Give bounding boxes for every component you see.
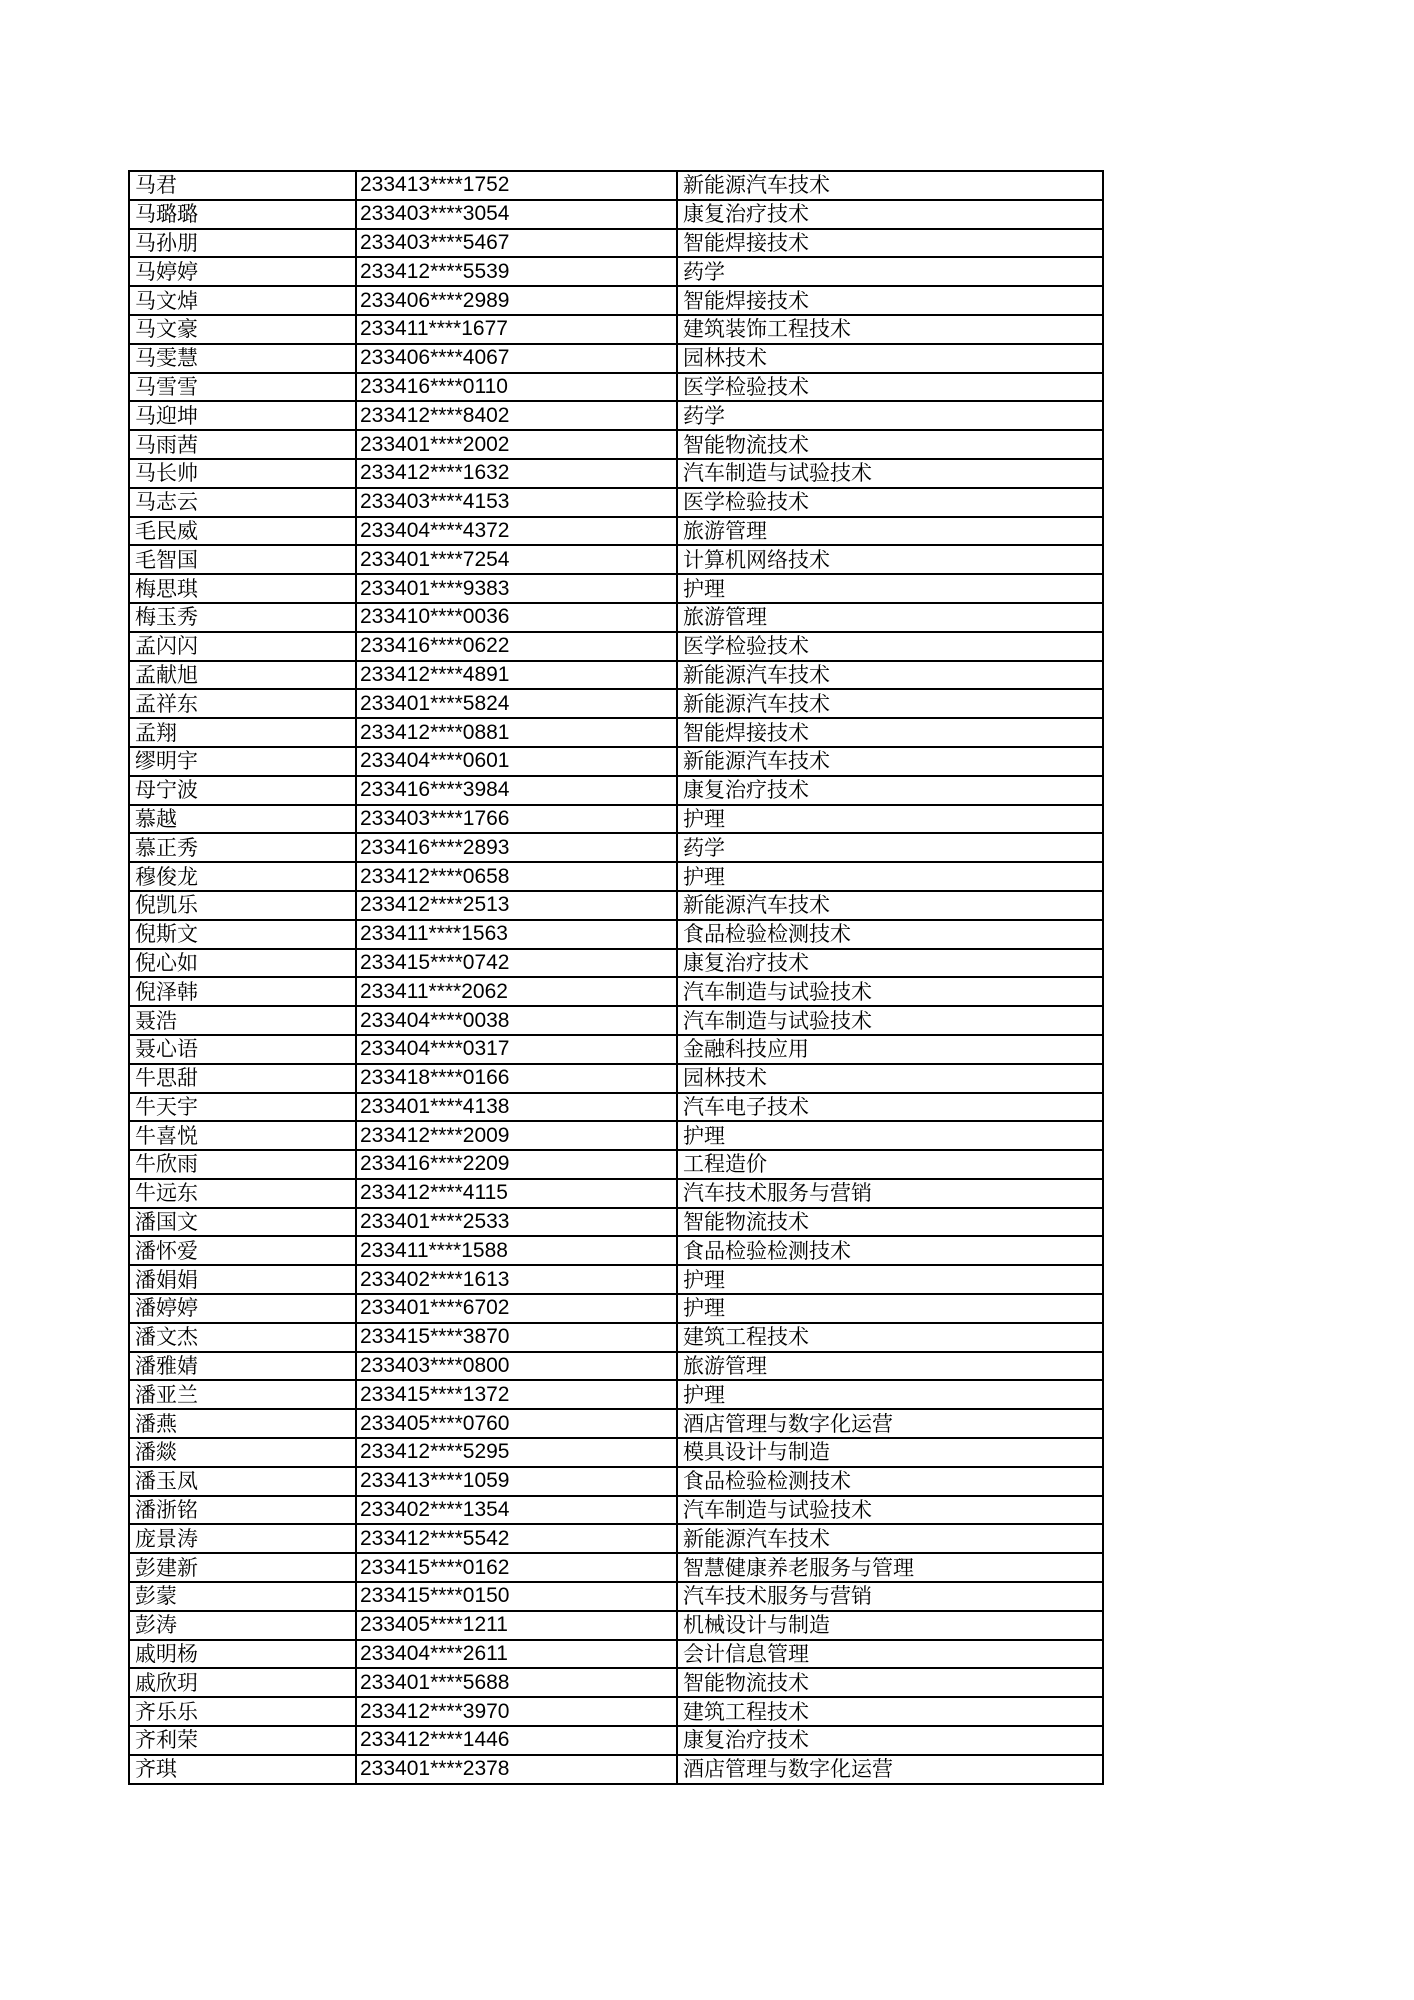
table-row <box>129 1409 1103 1438</box>
student-name-cell: 梅玉秀 <box>129 603 356 632</box>
major-cell: 智能物流技术 <box>677 1668 1103 1697</box>
major-cell: 护理 <box>677 862 1103 891</box>
major-cell: 新能源汽车技术 <box>677 661 1103 690</box>
student-name-cell: 倪凯乐 <box>129 891 356 920</box>
student-id-cell: 233401****9383 <box>356 574 677 603</box>
major-cell: 智能焊接技术 <box>677 718 1103 747</box>
major-cell: 新能源汽车技术 <box>677 891 1103 920</box>
table-row <box>129 1640 1103 1669</box>
student-id-cell: 233404****4372 <box>356 517 677 546</box>
student-id-cell: 233401****5688 <box>356 1668 677 1697</box>
major-cell: 工程造价 <box>677 1150 1103 1179</box>
table-row <box>129 373 1103 402</box>
student-id-cell: 233413****1752 <box>356 171 677 200</box>
major-cell: 护理 <box>677 1380 1103 1409</box>
student-name-cell: 潘婷婷 <box>129 1294 356 1323</box>
student-name-cell: 潘玉凤 <box>129 1467 356 1496</box>
student-name-cell: 孟闪闪 <box>129 632 356 661</box>
table-row <box>129 1121 1103 1150</box>
table-row <box>129 1352 1103 1381</box>
student-name-cell: 牛远东 <box>129 1179 356 1208</box>
table-row <box>129 315 1103 344</box>
major-cell: 医学检验技术 <box>677 373 1103 402</box>
major-cell: 建筑工程技术 <box>677 1323 1103 1352</box>
student-name-cell: 马长帅 <box>129 459 356 488</box>
table-row <box>129 286 1103 315</box>
major-cell: 护理 <box>677 574 1103 603</box>
table-row <box>129 488 1103 517</box>
student-name-cell: 潘雅婧 <box>129 1352 356 1381</box>
student-name-cell: 潘文杰 <box>129 1323 356 1352</box>
table-row <box>129 257 1103 286</box>
major-cell: 模具设计与制造 <box>677 1438 1103 1467</box>
major-cell: 旅游管理 <box>677 517 1103 546</box>
student-name-cell: 马雪雪 <box>129 373 356 402</box>
major-cell: 汽车制造与试验技术 <box>677 1496 1103 1525</box>
student-id-cell: 233413****1059 <box>356 1467 677 1496</box>
student-id-cell: 233401****2378 <box>356 1755 677 1784</box>
major-cell: 药学 <box>677 401 1103 430</box>
table-row <box>129 1496 1103 1525</box>
major-cell: 新能源汽车技术 <box>677 747 1103 776</box>
student-id-cell: 233406****4067 <box>356 344 677 373</box>
major-cell: 护理 <box>677 1294 1103 1323</box>
table-row <box>129 1294 1103 1323</box>
table-row <box>129 949 1103 978</box>
student-id-cell: 233402****1354 <box>356 1496 677 1525</box>
major-cell: 汽车制造与试验技术 <box>677 977 1103 1006</box>
table-row <box>129 603 1103 632</box>
table-row <box>129 1265 1103 1294</box>
student-id-cell: 233412****5542 <box>356 1524 677 1553</box>
student-id-cell: 233404****2611 <box>356 1640 677 1669</box>
student-list-table <box>128 170 1104 1785</box>
student-id-cell: 233405****0760 <box>356 1409 677 1438</box>
table-row <box>129 833 1103 862</box>
student-name-cell: 马婷婷 <box>129 257 356 286</box>
student-name-cell: 聂心语 <box>129 1035 356 1064</box>
student-name-cell: 牛天宇 <box>129 1093 356 1122</box>
student-id-cell: 233415****3870 <box>356 1323 677 1352</box>
major-cell: 药学 <box>677 833 1103 862</box>
major-cell: 汽车技术服务与营销 <box>677 1582 1103 1611</box>
major-cell: 汽车电子技术 <box>677 1093 1103 1122</box>
table-row <box>129 1524 1103 1553</box>
table-row <box>129 977 1103 1006</box>
student-name-cell: 梅思琪 <box>129 574 356 603</box>
table-row <box>129 805 1103 834</box>
table-row <box>129 430 1103 459</box>
student-id-cell: 233412****1446 <box>356 1726 677 1755</box>
table-row <box>129 1755 1103 1784</box>
student-name-cell: 潘燚 <box>129 1438 356 1467</box>
student-name-cell: 潘燕 <box>129 1409 356 1438</box>
student-id-cell: 233412****3970 <box>356 1697 677 1726</box>
student-name-cell: 戚明杨 <box>129 1640 356 1669</box>
major-cell: 建筑工程技术 <box>677 1697 1103 1726</box>
major-cell: 食品检验检测技术 <box>677 1236 1103 1265</box>
major-cell: 康复治疗技术 <box>677 1726 1103 1755</box>
table-row <box>129 517 1103 546</box>
major-cell: 汽车制造与试验技术 <box>677 459 1103 488</box>
student-name-cell: 母宁波 <box>129 776 356 805</box>
table-row <box>129 1006 1103 1035</box>
student-id-cell: 233412****2009 <box>356 1121 677 1150</box>
student-id-cell: 233404****0317 <box>356 1035 677 1064</box>
table-row <box>129 1438 1103 1467</box>
student-id-cell: 233415****0162 <box>356 1553 677 1582</box>
table-row <box>129 1467 1103 1496</box>
table-row <box>129 776 1103 805</box>
student-id-cell: 233412****5295 <box>356 1438 677 1467</box>
student-name-cell: 齐利荣 <box>129 1726 356 1755</box>
student-name-cell: 马璐璐 <box>129 200 356 229</box>
student-id-cell: 233411****1677 <box>356 315 677 344</box>
student-id-cell: 233415****1372 <box>356 1380 677 1409</box>
table-row <box>129 344 1103 373</box>
table-row <box>129 1093 1103 1122</box>
table-row <box>129 1323 1103 1352</box>
student-id-cell: 233416****0622 <box>356 632 677 661</box>
student-id-cell: 233401****2002 <box>356 430 677 459</box>
student-name-cell: 慕正秀 <box>129 833 356 862</box>
table-row <box>129 574 1103 603</box>
student-name-cell: 戚欣玥 <box>129 1668 356 1697</box>
student-name-cell: 彭涛 <box>129 1611 356 1640</box>
student-id-cell: 233401****5824 <box>356 689 677 718</box>
major-cell: 医学检验技术 <box>677 488 1103 517</box>
major-cell: 康复治疗技术 <box>677 949 1103 978</box>
table-row <box>129 1611 1103 1640</box>
student-name-cell: 潘浙铭 <box>129 1496 356 1525</box>
student-name-cell: 齐琪 <box>129 1755 356 1784</box>
student-name-cell: 倪心如 <box>129 949 356 978</box>
student-id-cell: 233416****3984 <box>356 776 677 805</box>
student-name-cell: 齐乐乐 <box>129 1697 356 1726</box>
student-name-cell: 庞景涛 <box>129 1524 356 1553</box>
major-cell: 新能源汽车技术 <box>677 171 1103 200</box>
student-id-cell: 233412****2513 <box>356 891 677 920</box>
student-id-cell: 233410****0036 <box>356 603 677 632</box>
major-cell: 旅游管理 <box>677 603 1103 632</box>
major-cell: 护理 <box>677 805 1103 834</box>
student-name-cell: 马君 <box>129 171 356 200</box>
student-name-cell: 牛喜悦 <box>129 1121 356 1150</box>
student-name-cell: 倪斯文 <box>129 920 356 949</box>
table-row <box>129 891 1103 920</box>
table-row <box>129 229 1103 258</box>
table-row <box>129 545 1103 574</box>
table-row <box>129 1150 1103 1179</box>
major-cell: 康复治疗技术 <box>677 776 1103 805</box>
student-id-cell: 233416****2209 <box>356 1150 677 1179</box>
student-id-cell: 233401****4138 <box>356 1093 677 1122</box>
student-id-cell: 233404****0601 <box>356 747 677 776</box>
student-id-cell: 233412****8402 <box>356 401 677 430</box>
table-row <box>129 200 1103 229</box>
major-cell: 药学 <box>677 257 1103 286</box>
major-cell: 新能源汽车技术 <box>677 689 1103 718</box>
student-id-cell: 233401****2533 <box>356 1208 677 1237</box>
major-cell: 智能物流技术 <box>677 430 1103 459</box>
table-row <box>129 1064 1103 1093</box>
table-row <box>129 747 1103 776</box>
student-id-cell: 233401****6702 <box>356 1294 677 1323</box>
student-id-cell: 233412****4891 <box>356 661 677 690</box>
student-id-cell: 233416****0110 <box>356 373 677 402</box>
major-cell: 新能源汽车技术 <box>677 1524 1103 1553</box>
student-name-cell: 潘娟娟 <box>129 1265 356 1294</box>
student-id-cell: 233412****4115 <box>356 1179 677 1208</box>
student-name-cell: 孟祥东 <box>129 689 356 718</box>
major-cell: 机械设计与制造 <box>677 1611 1103 1640</box>
table-row <box>129 718 1103 747</box>
table-row <box>129 1668 1103 1697</box>
student-id-cell: 233403****3054 <box>356 200 677 229</box>
student-name-cell: 聂浩 <box>129 1006 356 1035</box>
student-name-cell: 牛欣雨 <box>129 1150 356 1179</box>
table-row <box>129 1697 1103 1726</box>
major-cell: 酒店管理与数字化运营 <box>677 1755 1103 1784</box>
student-id-cell: 233402****1613 <box>356 1265 677 1294</box>
student-id-cell: 233412****0881 <box>356 718 677 747</box>
table-row <box>129 1208 1103 1237</box>
student-name-cell: 马孙朋 <box>129 229 356 258</box>
major-cell: 园林技术 <box>677 1064 1103 1093</box>
student-id-cell: 233403****4153 <box>356 488 677 517</box>
table-row <box>129 171 1103 200</box>
table-row <box>129 1553 1103 1582</box>
student-name-cell: 彭蒙 <box>129 1582 356 1611</box>
student-id-cell: 233404****0038 <box>356 1006 677 1035</box>
major-cell: 建筑装饰工程技术 <box>677 315 1103 344</box>
major-cell: 智能焊接技术 <box>677 229 1103 258</box>
table-row <box>129 401 1103 430</box>
student-id-cell: 233403****0800 <box>356 1352 677 1381</box>
student-name-cell: 牛思甜 <box>129 1064 356 1093</box>
student-name-cell: 穆俊龙 <box>129 862 356 891</box>
student-name-cell: 彭建新 <box>129 1553 356 1582</box>
student-name-cell: 潘亚兰 <box>129 1380 356 1409</box>
major-cell: 食品检验检测技术 <box>677 1467 1103 1496</box>
student-name-cell: 慕越 <box>129 805 356 834</box>
student-id-cell: 233412****0658 <box>356 862 677 891</box>
student-name-cell: 毛民威 <box>129 517 356 546</box>
student-name-cell: 孟翔 <box>129 718 356 747</box>
student-id-cell: 233403****1766 <box>356 805 677 834</box>
student-name-cell: 马雨茜 <box>129 430 356 459</box>
table-row <box>129 459 1103 488</box>
major-cell: 康复治疗技术 <box>677 200 1103 229</box>
table-row <box>129 689 1103 718</box>
major-cell: 护理 <box>677 1121 1103 1150</box>
table-row <box>129 920 1103 949</box>
major-cell: 酒店管理与数字化运营 <box>677 1409 1103 1438</box>
student-name-cell: 马迎坤 <box>129 401 356 430</box>
student-id-cell: 233418****0166 <box>356 1064 677 1093</box>
major-cell: 园林技术 <box>677 344 1103 373</box>
student-id-cell: 233401****7254 <box>356 545 677 574</box>
table-row <box>129 1380 1103 1409</box>
student-id-cell: 233416****2893 <box>356 833 677 862</box>
student-id-cell: 233403****5467 <box>356 229 677 258</box>
major-cell: 智能焊接技术 <box>677 286 1103 315</box>
student-name-cell: 马文焯 <box>129 286 356 315</box>
major-cell: 会计信息管理 <box>677 1640 1103 1669</box>
student-id-cell: 233405****1211 <box>356 1611 677 1640</box>
student-id-cell: 233412****1632 <box>356 459 677 488</box>
table-row <box>129 1179 1103 1208</box>
student-id-cell: 233411****2062 <box>356 977 677 1006</box>
student-id-cell: 233406****2989 <box>356 286 677 315</box>
major-cell: 智慧健康养老服务与管理 <box>677 1553 1103 1582</box>
student-id-cell: 233412****5539 <box>356 257 677 286</box>
table-row <box>129 1726 1103 1755</box>
student-name-cell: 马志云 <box>129 488 356 517</box>
table-row <box>129 632 1103 661</box>
student-id-cell: 233415****0150 <box>356 1582 677 1611</box>
student-id-cell: 233411****1588 <box>356 1236 677 1265</box>
table-row <box>129 1236 1103 1265</box>
major-cell: 汽车制造与试验技术 <box>677 1006 1103 1035</box>
student-id-cell: 233415****0742 <box>356 949 677 978</box>
major-cell: 汽车技术服务与营销 <box>677 1179 1103 1208</box>
major-cell: 医学检验技术 <box>677 632 1103 661</box>
student-name-cell: 缪明宇 <box>129 747 356 776</box>
student-name-cell: 潘国文 <box>129 1208 356 1237</box>
table-body <box>129 171 1103 1784</box>
major-cell: 金融科技应用 <box>677 1035 1103 1064</box>
table-row <box>129 1035 1103 1064</box>
student-name-cell: 倪泽韩 <box>129 977 356 1006</box>
table-row <box>129 1582 1103 1611</box>
major-cell: 计算机网络技术 <box>677 545 1103 574</box>
student-name-cell: 潘怀爱 <box>129 1236 356 1265</box>
major-cell: 食品检验检测技术 <box>677 920 1103 949</box>
table-row <box>129 862 1103 891</box>
student-name-cell: 马雯慧 <box>129 344 356 373</box>
student-name-cell: 孟献旭 <box>129 661 356 690</box>
student-name-cell: 毛智国 <box>129 545 356 574</box>
student-name-cell: 马文豪 <box>129 315 356 344</box>
major-cell: 旅游管理 <box>677 1352 1103 1381</box>
student-id-cell: 233411****1563 <box>356 920 677 949</box>
major-cell: 智能物流技术 <box>677 1208 1103 1237</box>
table-row <box>129 661 1103 690</box>
major-cell: 护理 <box>677 1265 1103 1294</box>
